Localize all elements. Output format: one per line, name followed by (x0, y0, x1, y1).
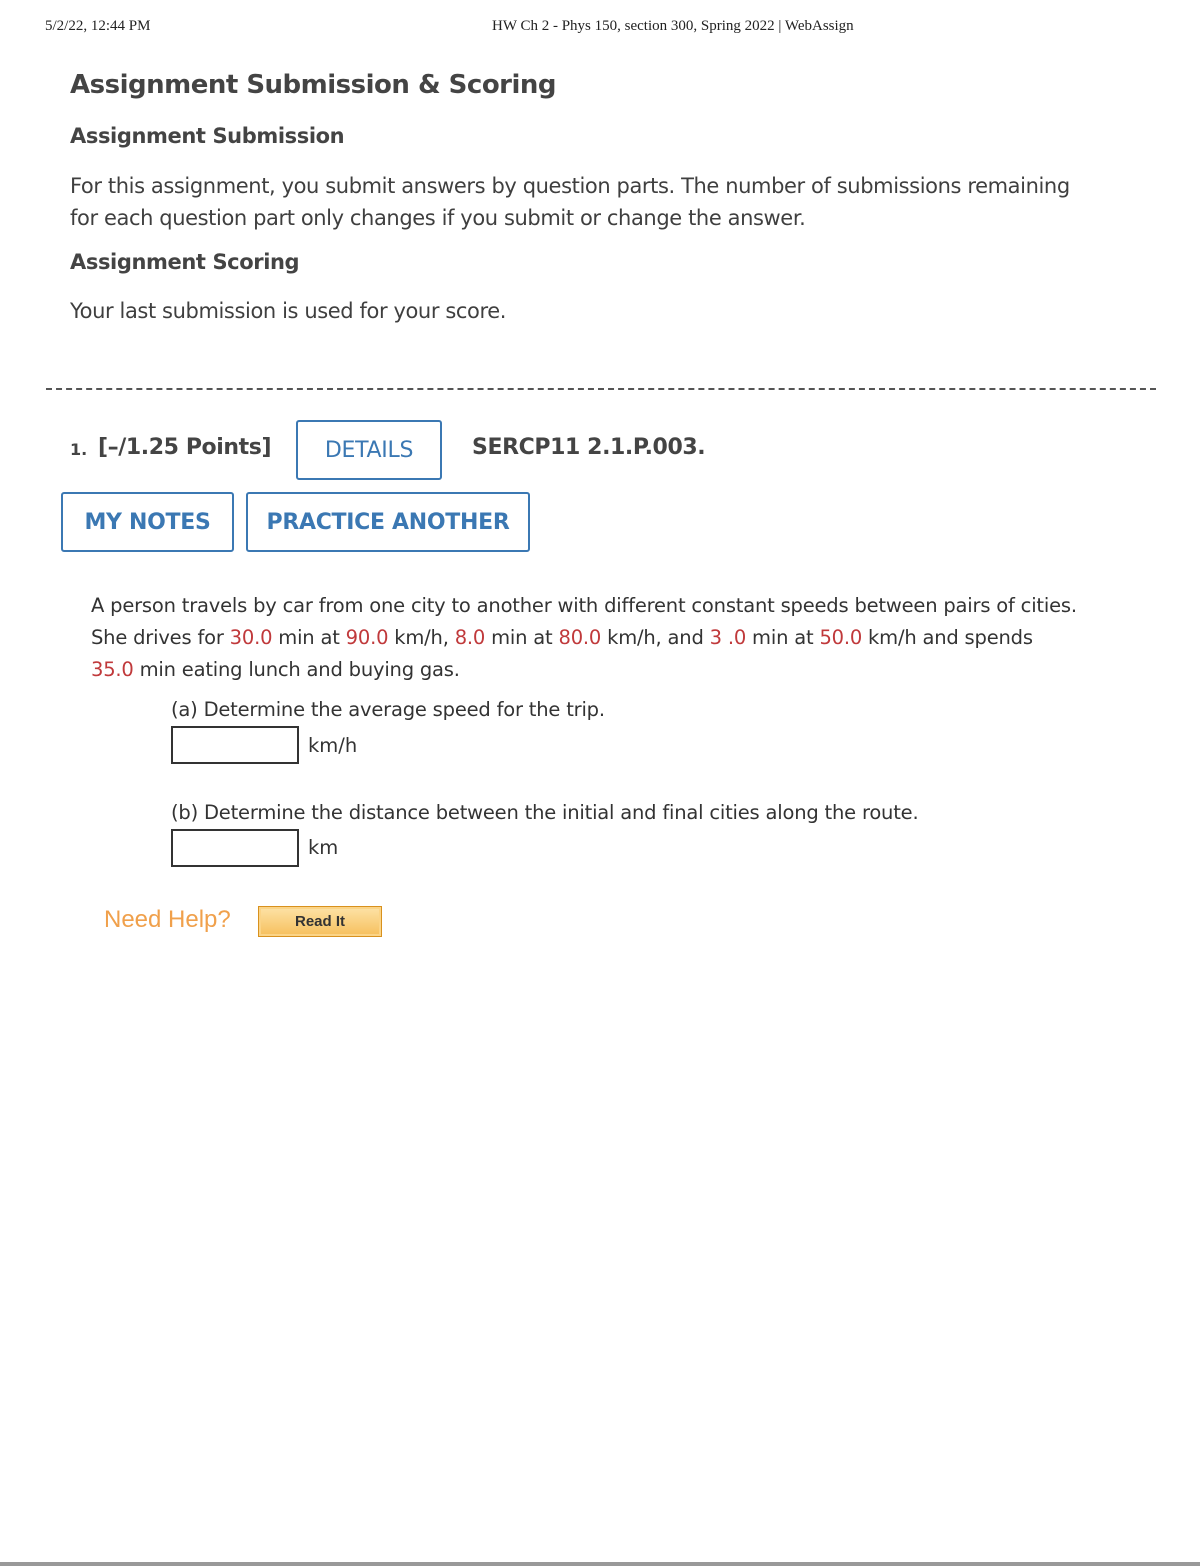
print-datetime: 5/2/22, 12:44 PM (45, 18, 151, 34)
submission-line-1: For this assignment, you submit answers by question parts. The number of submissions remaining (70, 174, 1070, 198)
submission-line-2: for each question part only changes if you submit or change the answer. (70, 206, 806, 230)
assignment-submission-heading: Assignment Submission (70, 124, 345, 148)
problem-text: min eating lunch and buying gas. (133, 658, 460, 681)
problem-text: min at (272, 626, 346, 649)
problem-text: km/h and spends (862, 626, 1033, 649)
print-header (0, 18, 1200, 38)
part-b-answer-input[interactable] (171, 829, 299, 867)
scoring-description: Your last submission is used for your score. (70, 299, 507, 323)
problem-text: min at (485, 626, 559, 649)
given-value: 50.0 (819, 626, 863, 649)
given-value: .0 (727, 626, 747, 649)
given-value: 80.0 (558, 626, 602, 649)
part-b-unit: km (308, 836, 339, 859)
problem-statement (91, 590, 1151, 686)
problem-text: A person travels by car from one city to another with different constant speeds between pairs of cities. (91, 594, 1077, 617)
given-value: 30.0 (229, 626, 273, 649)
problem-text: km/h, and (601, 626, 710, 649)
given-value: 8.0 (454, 626, 486, 649)
given-value: 3 (709, 626, 722, 649)
print-page-title: HW Ch 2 - Phys 150, section 300, Spring 2022 | WebAssign (492, 18, 854, 34)
part-a-answer-input[interactable] (171, 726, 299, 764)
problem-text: min at (746, 626, 820, 649)
question-code: SERCP11 2.1.P.003. (472, 435, 706, 460)
part-a-prompt: (a) Determine the average speed for the trip. (171, 698, 605, 721)
part-b-prompt: (b) Determine the distance between the initial and final cities along the route. (171, 801, 919, 824)
my-notes-button[interactable]: MY NOTES (61, 492, 234, 552)
given-value: 35.0 (91, 658, 134, 681)
assignment-submission-scoring-heading: Assignment Submission & Scoring (70, 70, 557, 100)
need-help-label: Need Help? (104, 906, 231, 933)
read-it-button[interactable]: Read It (258, 906, 382, 937)
details-button[interactable]: DETAILS (296, 420, 442, 480)
part-a-unit: km/h (308, 734, 358, 757)
problem-text: She drives for (91, 626, 230, 649)
given-value: 90.0 (345, 626, 389, 649)
assignment-scoring-heading: Assignment Scoring (70, 250, 300, 274)
section-divider (46, 388, 1156, 390)
problem-text: km/h, (388, 626, 455, 649)
question-number: 1. (70, 440, 88, 459)
question-points: [–/1.25 Points] (98, 435, 272, 460)
submission-description (70, 170, 1130, 234)
practice-another-button[interactable]: PRACTICE ANOTHER (246, 492, 530, 552)
page-bottom-edge (0, 1562, 1200, 1566)
